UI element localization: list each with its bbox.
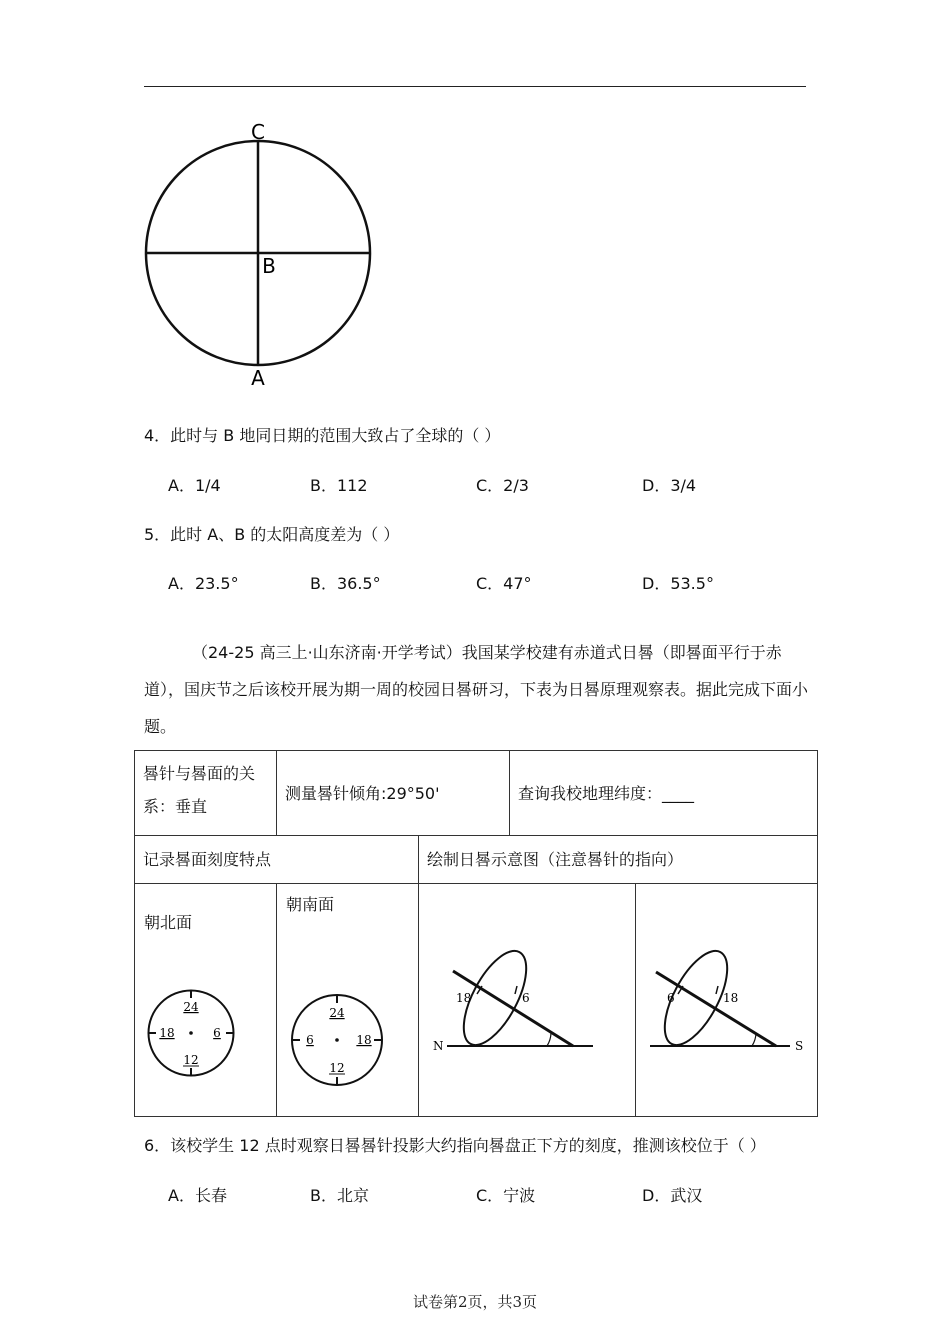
angle-arc-south (752, 1033, 756, 1046)
south-num-right: 18 (356, 1033, 372, 1047)
passage-text (144, 634, 809, 745)
gnomon-north (453, 971, 573, 1046)
sketch-south-right-num: 18 (723, 991, 739, 1005)
question-5-option-d[interactable]: D．53.5° (642, 574, 714, 593)
south-face-label: 朝南面 (286, 895, 335, 914)
page-footer: 试卷第2页，共3页 (412, 1293, 538, 1311)
sketch-north-dir: N (433, 1039, 444, 1053)
question-4-option-a[interactable]: A．1/4 (168, 476, 221, 495)
question-6-option-d[interactable]: D．武汉 (642, 1186, 703, 1205)
label-b: B (262, 254, 276, 278)
cell-relation (135, 751, 277, 836)
relation-text: 晷针与晷面的关系：垂直 (143, 764, 256, 816)
south-num-top: 24 (329, 1006, 345, 1020)
cell-sketch-south (636, 884, 818, 1117)
tick-18-south (716, 986, 718, 994)
angle-arc-north (547, 1033, 551, 1046)
draw-heading-text: 绘制日晷示意图（注意晷针的指向） (427, 850, 684, 869)
cell-angle (277, 751, 510, 836)
angle-text: 测量晷针倾角:29°50' (285, 783, 440, 803)
cell-sketch-north (419, 884, 636, 1117)
question-6-option-c[interactable]: C．宁波 (476, 1186, 536, 1205)
question-6-stem: 6．该校学生 12 点时观察日晷晷针投影大约指向晷盘正下方的刻度，推测该校位于（ ） (144, 1136, 766, 1155)
south-num-bottom: 12 (329, 1061, 345, 1075)
tick-6-north (515, 986, 517, 994)
south-num-left: 6 (306, 1033, 314, 1047)
gnomon-south (656, 972, 776, 1046)
cell-record-heading (135, 836, 419, 884)
cell-south-face (277, 884, 419, 1117)
north-num-bottom: 12 (183, 1053, 199, 1067)
south-dial-center (335, 1038, 339, 1042)
question-5-option-a[interactable]: A．23.5° (168, 574, 239, 593)
sundial-sketch-south (640, 934, 815, 1064)
passage-body: （24-25 高三上·山东济南·开学考试）我国某学校建有赤道式日晷（即晷面平行于赤道），国庆节之后该校开展为期一周的校园日晷研习，下表为日晷原理观察表。据此完成下面小题。 (144, 643, 809, 736)
question-4-option-d[interactable]: D．3/4 (642, 476, 697, 495)
question-6-option-b[interactable]: B．北京 (310, 1186, 369, 1205)
north-num-right: 6 (213, 1026, 221, 1040)
sketch-north-right-num: 6 (522, 991, 530, 1005)
south-dial (289, 992, 389, 1092)
question-6-option-a[interactable]: A．长春 (168, 1186, 227, 1205)
question-5-option-b[interactable]: B．36.5° (310, 574, 381, 593)
question-4-option-c[interactable]: C．2/3 (476, 476, 529, 495)
observation-table (134, 750, 818, 1117)
question-5-stem: 5．此时 A、B 的太阳高度差为（ ） (144, 525, 400, 544)
sketch-north-left-num: 18 (456, 991, 472, 1005)
latitude-text: 查询我校地理纬度：____ (518, 783, 695, 803)
cell-draw-heading (419, 836, 818, 884)
cell-latitude (510, 751, 818, 836)
label-a: A (251, 366, 265, 390)
question-4-stem: 4．此时与 B 地同日期的范围大致占了全球的（ ） (144, 426, 501, 445)
sundial-sketch-north (425, 934, 600, 1064)
sketch-south-dir: S (795, 1039, 804, 1053)
north-dial-center (189, 1031, 193, 1035)
sketch-south-left-num: 6 (667, 991, 675, 1005)
cell-north-face (135, 884, 277, 1117)
label-c: C (251, 120, 265, 144)
record-heading-text: 记录晷面刻度特点 (143, 850, 272, 869)
question-5-option-c[interactable]: C．47° (476, 574, 532, 593)
north-face-label: 朝北面 (144, 913, 193, 932)
question-4-option-b[interactable]: B．112 (310, 476, 368, 495)
north-dial (145, 986, 241, 1082)
earth-circle-diagram (130, 115, 390, 395)
north-num-left: 18 (159, 1026, 175, 1040)
header-rule (144, 86, 806, 87)
north-num-top: 24 (183, 1000, 199, 1014)
